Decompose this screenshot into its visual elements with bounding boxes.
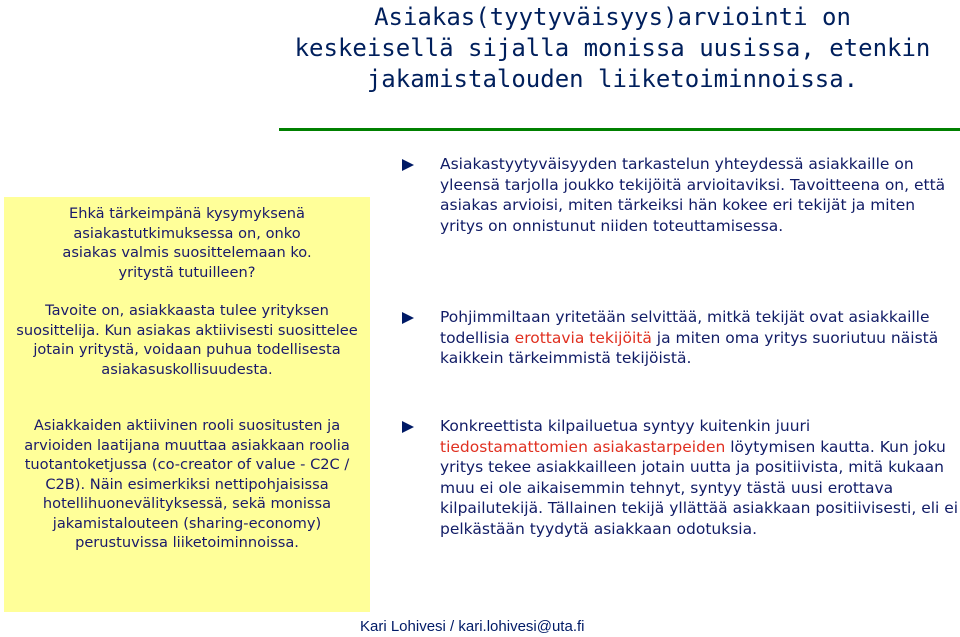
sidebox-paragraph-1: Ehkä tärkeimpänä kysymyksenä asiakastutkimuksessa on, onko asiakas valmis suosittelemaan ko. yritystä tutuilleen? xyxy=(62,205,312,281)
bullet-text-1: Asiakastyytyväisyyden tarkastelun yhteydessä asiakkaille on yleensä tarjolla joukko tekijöitä arvioitaviksi. Tavoitteena on, että asiakas arvioisi, miten tärkeiksi hän kokee eri tekijät ja miten yritys on onnistunut niiden toteuttamisessa. xyxy=(440,155,946,235)
bullet-2-text-end: ja miten oma yritys suoriutuu näistä kaikkein tärkeimmistä tekijöistä. xyxy=(440,328,939,367)
sidebox-paragraph-3: Asiakkaiden aktiivinen rooli suositusten ja arvioiden laatijana muuttaa asiakkaan roolia tuotantoketjussa (co-creator of value - C2C / C2B). Näin esimerkiksi nettipohjaisissa hotellihuonevälityksessä, sekä monissa jakamistalouteen (sharing-economy) perustuvissa liiketoiminnoissa. xyxy=(24,417,350,551)
bullet-3-text-start: Konkreettista kilpailuetua syntyy kuitenkin juuri xyxy=(440,417,811,435)
bullet-3-highlight: tiedostamattomien asiakastarpeiden xyxy=(440,437,726,456)
bullet-3-text-end: löytymisen kautta. Kun joku yritys tekee asiakkailleen jotain uutta ja positiivista, mitä kukaan muu ei ole aikaisemmin tehnyt, syntyy tästä uusi erottava kilpailutekijä. Tällainen tekijä yllättää asiakkaan positiivisesti, eli ei pelkästään tyydytä asiakkaan odotuksia. xyxy=(440,437,959,538)
bullet-arrow-icon xyxy=(402,421,414,433)
title-line-3: jakamistalouden liiketoiminnoissa. xyxy=(366,65,859,93)
bullet-2-highlight: erottavia tekijöitä xyxy=(514,328,652,347)
title-divider xyxy=(279,128,960,131)
highlight-box xyxy=(4,197,370,612)
bullet-2-text-start: Pohjimmiltaan yritetään selvittää, mitkä tekijät ovat asiakkaille todellisia xyxy=(440,308,930,347)
bullet-arrow-icon xyxy=(402,312,414,324)
bullet-text-3 xyxy=(440,416,960,539)
footer-credit: Kari Lohivesi / kari.lohivesi@uta.fi xyxy=(360,618,585,635)
bullet-text-2 xyxy=(440,307,960,369)
title-line-2: keskeisellä sijalla monissa uusissa, etenkin xyxy=(294,34,931,62)
slide-title xyxy=(270,2,955,95)
bullet-arrow-icon xyxy=(402,159,414,171)
sidebox-paragraph-2: Tavoite on, asiakkaasta tulee yrityksen suosittelija. Kun asiakas aktiivisesti suosittelee jotain yritystä, voidaan puhua todellisesta asiakasuskollisuudesta. xyxy=(16,302,358,378)
title-line-1: Asiakas(tyytyväisyys)arviointi on xyxy=(374,3,851,31)
